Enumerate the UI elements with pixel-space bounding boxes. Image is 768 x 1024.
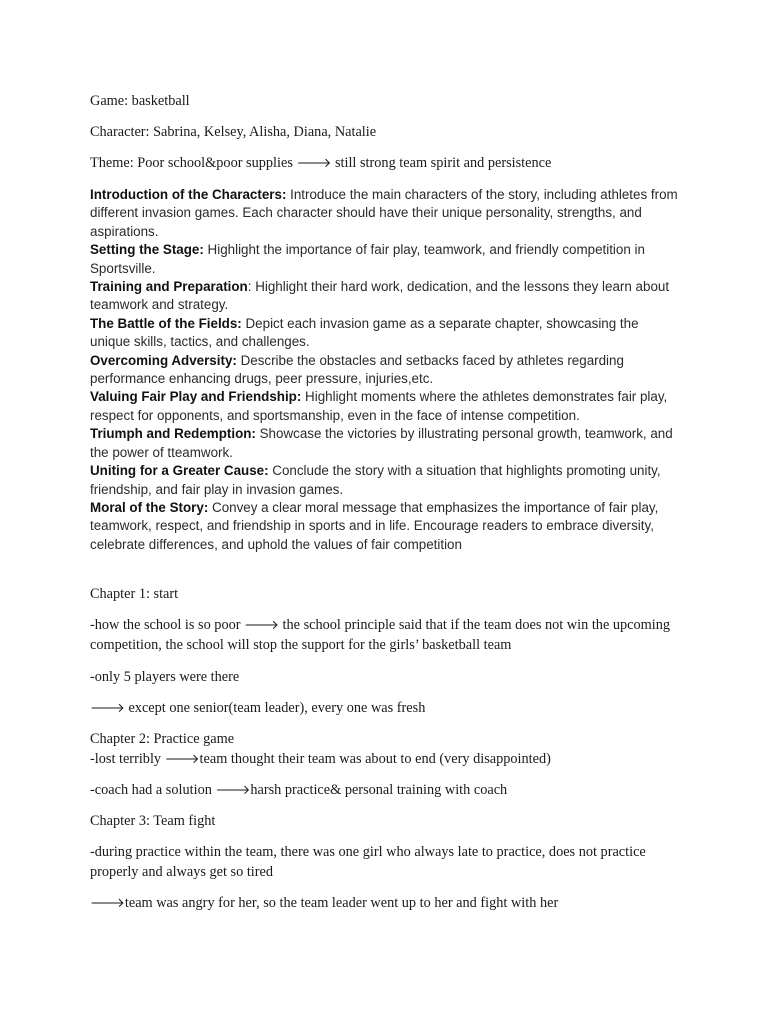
chapter-text-2: team thought their team was about to end (very disappointed) — [199, 751, 551, 767]
arrow-icon: 🡒 — [296, 156, 332, 171]
outline-heading: The Battle of the Fields: — [90, 315, 242, 331]
outline-text: Conclude the story with a situation that highlights promoting unity, friendship, and fair play in invasion games. — [90, 463, 661, 497]
story-outline — [90, 186, 682, 554]
chapter-text: -lost terribly — [90, 751, 165, 767]
chapter-text: -coach had a solution — [90, 782, 216, 798]
arrow-icon: 🡒 — [90, 701, 125, 716]
outline-item — [90, 462, 682, 499]
outline-heading: Training and Preparation — [90, 279, 248, 295]
outline-text: Showcase the victories by illustrating personal growth, teamwork, and the power of tteamwork. — [90, 426, 673, 460]
chapter-1-paragraph-1 — [90, 616, 682, 655]
theme-text: Theme: Poor school&poor supplies — [90, 155, 297, 171]
chapter-1-paragraph-2: -only 5 players were there — [90, 669, 240, 685]
outline-heading: Setting the Stage: — [90, 242, 204, 258]
outline-heading: Overcoming Adversity: — [90, 352, 237, 368]
outline-text: Depict each invasion game as a separate chapter, showcasing the unique skills, tactics, and challenges. — [90, 315, 639, 350]
chapter-2-title: Chapter 2: Practice game — [90, 731, 235, 747]
outline-text: Describe the obstacles and setbacks faced by athletes regarding performance enhancing drugs, peer pressure, injuries,etc. — [90, 352, 624, 387]
outline-item — [90, 388, 682, 425]
outline-heading: Introduction of the Characters: — [90, 187, 287, 202]
outline-text: Highlight the importance of fair play, teamwork, and friendly competition in Sportsville. — [90, 242, 645, 276]
outline-text: Introduce the main characters of the story, including athletes from different invasion games. Each character should have their unique personality, strengths, and aspirations. — [90, 187, 678, 239]
arrow-icon: 🡒 — [244, 618, 279, 633]
theme-line — [90, 154, 682, 174]
game-line: Game: basketball — [90, 93, 190, 109]
theme-text-2: still strong team spirit and persistence — [331, 155, 552, 171]
outline-item — [90, 186, 682, 241]
chapter-text: team was angry for her, so the team leader went up to her and fight with her — [124, 895, 559, 911]
arrow-icon: 🡒 — [215, 783, 251, 798]
chapter-3-paragraph-2 — [90, 894, 682, 914]
chapter-2-paragraph-1 — [90, 750, 682, 770]
outline-heading: Moral of the Story: — [90, 499, 209, 515]
outline-heading: Triumph and Redemption: — [90, 426, 256, 442]
outline-item — [90, 241, 682, 278]
outline-text: Convey a clear moral message that emphasizes the importance of fair play, teamwork, respect, and friendship in sports and in life. Encourage readers to embrace diversity, celebrate differences, and uphold the values of fair competition — [90, 499, 659, 552]
chapter-3-title: Chapter 3: Team fight — [90, 813, 216, 829]
chapter-3-paragraph-1: -during practice within the team, there was one girl who always late to practice, does not practice properly and always get so tired — [90, 844, 646, 880]
arrow-icon: 🡒 — [164, 752, 200, 767]
outline-text: : Highlight their hard work, dedication, and the lessons they learn about teamwork and strategy. — [90, 279, 670, 313]
outline-item — [90, 499, 682, 554]
outline-item — [90, 425, 682, 462]
chapter-1-title: Chapter 1: start — [90, 586, 179, 602]
outline-heading: Valuing Fair Play and Friendship: — [90, 389, 302, 405]
chapter-text: except one senior(team leader), every one was fresh — [124, 700, 426, 716]
chapter-text: -how the school is so poor — [90, 617, 245, 633]
chapter-2-paragraph-2 — [90, 781, 682, 801]
chapter-text-2: harsh practice& personal training with coach — [250, 782, 508, 798]
character-line: Character: Sabrina, Kelsey, Alisha, Diana, Natalie — [90, 124, 377, 140]
outline-item — [90, 278, 682, 315]
outline-heading: Uniting for a Greater Cause: — [90, 463, 269, 479]
chapter-text-2: the school principle said that if the team does not win the upcoming competition, the school will stop the support for the girls’ basketball team — [90, 617, 671, 653]
arrow-icon: 🡒 — [90, 896, 125, 911]
outline-item — [90, 315, 682, 352]
outline-item — [90, 352, 682, 389]
chapter-1-paragraph-3 — [90, 699, 682, 719]
outline-text: Highlight moments where the athletes demonstrates fair play, respect for opponents, and sportsmanship, even in the face of intense competition. — [90, 389, 668, 423]
